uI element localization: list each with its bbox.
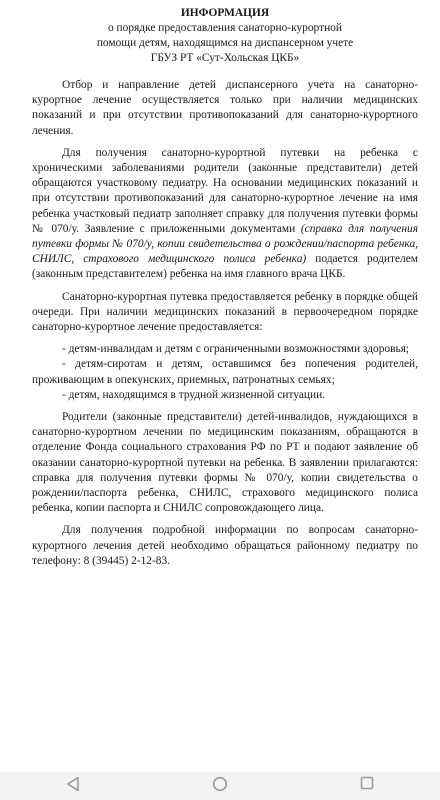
home-circle-icon — [212, 776, 228, 792]
priority-item-disabled-children: - детям-инвалидам и детям с ограниченными возможностями здоровья; — [62, 343, 410, 356]
paragraph-contact-info: Для получения подробной информации по вопросам санаторно-курортного лечения детей необходимо обращаться районному педиатру по телефону: 8 (39445) 2-12-83. — [32, 524, 418, 567]
paragraph-how-to-apply-text: Для получения санаторно-курортной путевки на ребенка с хроническими заболеваниями родители (законные представители) детей обращаются участковому педиатру. На основании медицинских показаний и при отсутствии противопоказаний для санаторно-курортное лечение на имя ребенка участковый педиатр заполняет справку для получения путевки формы № 070/у. Заявление с приложенными документами — [32, 146, 418, 235]
document-subtitle-line-3: ГБУЗ РТ «Сут-Хольская ЦКБ» — [150, 52, 300, 64]
document-heading — [32, 6, 418, 66]
back-triangle-icon — [66, 776, 80, 792]
paragraph-queue-order: Санаторно-курортная путевка предоставляется ребенку в порядке общей очереди. При наличии медицинских показаний в первоочередном порядке санаторно-курортное лечение предоставляется: — [32, 290, 418, 334]
paragraph-selection-criteria: Отбор и направление детей диспансерного учета на санаторно-курортное лечение осуществляется только при наличии медицинских показаний и при отсутствии противопоказаний для санаторно-курортного лечения. — [32, 79, 418, 137]
recents-button[interactable] — [357, 776, 377, 794]
paragraph-how-to-apply — [32, 146, 418, 283]
paragraph-disabled-children-fss: Родители (законные представители) детей-инвалидов, нуждающихся в санаторно-курортном лечении по медицинским показаниям, обращаются в отделение Фонда социального страхования РФ по РТ и подают заявление об оказании санаторно-курортной путевки на ребенка. В заявлении прилагаются: справка для получения путевки формы № 070/у, копии свидетельства о рождении/паспорта ребенка, СНИЛС, страхового медицинского полиса ребенка, копии паспорта и СНИЛС сопровождающего лица. — [32, 411, 418, 515]
priority-item-orphans: - детям-сиротам и детям, оставшимся без попечения родителей, проживающим в опекунских, приемных, патронатных семьях; — [32, 358, 418, 386]
required-documents-list: (справка для получения путевки формы № 070/у, копии свидетельства о рождении/паспорта ребенка, СНИЛС, страхового медицинского полиса ребенка) — [32, 222, 418, 266]
priority-item-hard-situation: - детям, находящимся в трудной жизненной ситуации. — [62, 388, 326, 401]
document-subtitle-line-1: о порядке предоставления санаторно-курортной — [108, 22, 342, 34]
document-title: ИНФОРМАЦИЯ — [180, 7, 270, 19]
document-subtitle-line-2: помощи детям, находящимся на диспансерном учете — [96, 37, 354, 49]
system-navigation-bar — [0, 772, 440, 800]
paragraph-how-to-apply-tail: подается родителем (законным представителем) ребенка на имя главного врача ЦКБ. — [32, 253, 418, 281]
home-button[interactable] — [210, 776, 230, 794]
back-button[interactable] — [63, 776, 83, 794]
recents-square-icon — [360, 776, 374, 790]
